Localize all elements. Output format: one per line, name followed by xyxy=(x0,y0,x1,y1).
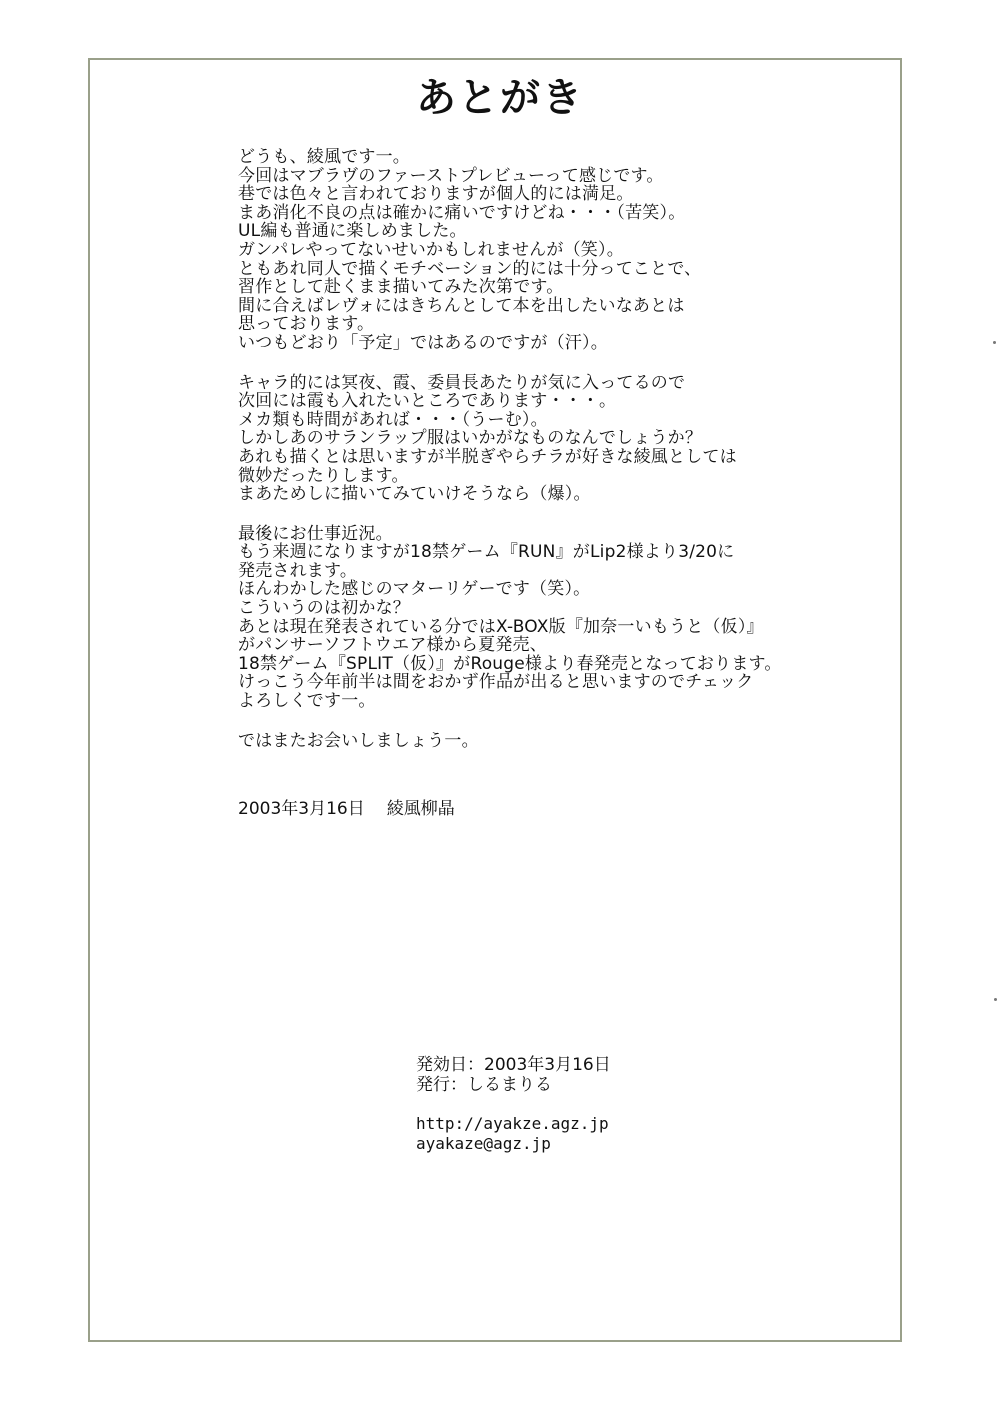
text-line: 発売されます。 xyxy=(238,560,358,581)
text-line: いつもどおり「予定」ではあるのですが（汗）。 xyxy=(238,332,608,353)
page-title: あとがき xyxy=(416,75,584,121)
text-line: 次回には霞も入れたいところであります・・・。 xyxy=(238,391,617,412)
text-line: ほんわかした感じのマターリゲーです（笑）。 xyxy=(238,579,591,600)
text-line: よろしくです一。 xyxy=(238,691,376,712)
text-line: しかしあのサランラップ服はいかがなものなんでしょうか？ xyxy=(238,428,703,449)
contact-info xyxy=(416,1114,609,1154)
text-line: あれも描くとは思いますが半脱ぎやらチラが好きな綾風としては xyxy=(238,446,737,467)
paragraph-work-news xyxy=(238,525,878,711)
text-line: ではまたお会いしましょう一。 xyxy=(238,730,479,751)
text-line: 今回はマブラヴのファーストプレビューって感じです。 xyxy=(238,165,664,186)
website-url: http://ayakze.agz.jp xyxy=(416,1114,609,1133)
colophon xyxy=(416,1055,611,1095)
signature-author: 綾風柳晶 xyxy=(386,799,455,819)
text-line: けっこう今年前半は間をおかず作品が出ると思いますのでチェック xyxy=(238,672,754,693)
scan-speck xyxy=(994,998,997,1001)
text-line: 習作として赴くまま描いてみた次第です。 xyxy=(238,277,564,298)
text-line: 間に合えばレヴォにはきちんとして本を出したいなあとは xyxy=(238,295,685,316)
signature xyxy=(238,799,455,819)
text-line: 巷では色々と言われておりますが個人的には満足。 xyxy=(238,184,634,205)
paragraph-intro xyxy=(238,148,878,353)
text-line: メカ類も時間があれば・・・（うーむ）。 xyxy=(238,409,548,430)
text-line: こういうのは初かな？ xyxy=(238,598,410,619)
text-line: あとは現在発表されている分ではX-BOX版『加奈一いもうと（仮）』 xyxy=(238,616,764,637)
paragraph-closing xyxy=(238,732,878,751)
text-line: 微妙だったりします。 xyxy=(238,465,409,486)
text-line: ガンパレやってないせいかもしれませんが（笑）。 xyxy=(238,239,624,260)
signature-date: 2003年3月16日 xyxy=(238,799,365,819)
email-address: ayakaze@agz.jp xyxy=(416,1134,551,1153)
text-line: UL編も普通に楽しめました。 xyxy=(238,221,467,242)
text-line: 思っております。 xyxy=(238,314,375,335)
text-line: 最後にお仕事近況。 xyxy=(238,523,393,544)
issue-date: 発効日：2003年3月16日 xyxy=(416,1055,611,1075)
publisher: 発行：しるまりる xyxy=(416,1075,552,1095)
paragraph-characters xyxy=(238,374,878,504)
text-line: 18禁ゲーム『SPLIT（仮）』がRouge様より春発売となっております。 xyxy=(238,653,782,674)
text-line: まあ消化不良の点は確かに痛いですけどね・・・（苦笑）。 xyxy=(238,202,686,223)
scan-speck xyxy=(993,341,996,344)
text-line: どうも、綾風です一。 xyxy=(238,147,410,167)
text-line: がパンサーソフトウエア様から夏発売、 xyxy=(238,635,547,656)
text-line: まあためしに描いてみていけそうなら（爆）。 xyxy=(238,484,591,505)
text-line: キャラ的には冥夜、霞、委員長あたりが気に入ってるので xyxy=(238,372,686,393)
text-line: もう来週になりますが18禁ゲーム『RUN』がLip2様より3/20に xyxy=(238,542,735,563)
text-line: ともあれ同人で描くモチベーション的には十分ってことで、 xyxy=(238,258,702,279)
afterword-body xyxy=(238,148,878,771)
